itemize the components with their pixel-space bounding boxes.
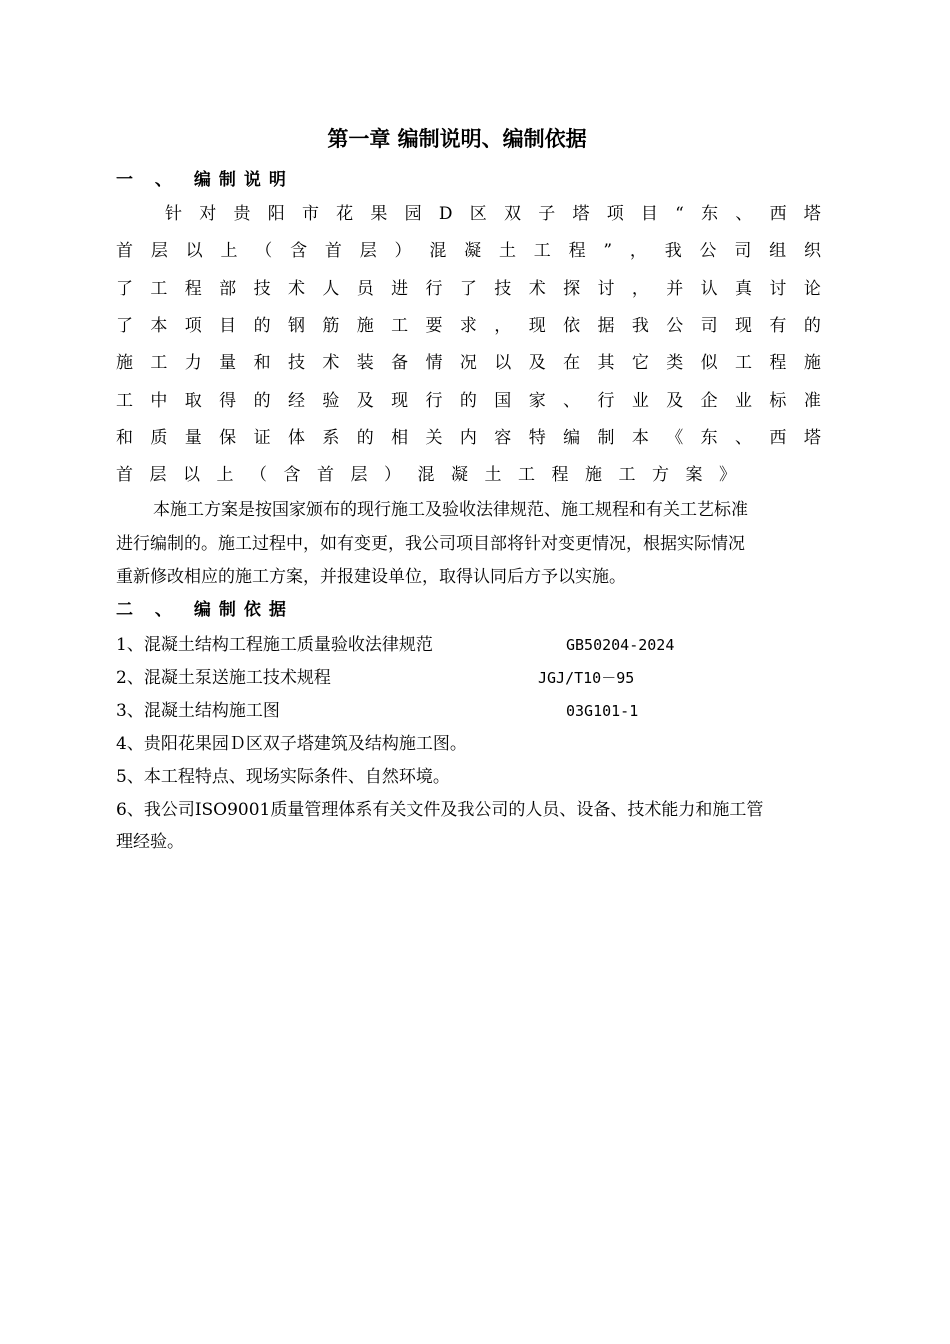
glyph: 准 xyxy=(803,391,821,411)
glyph: 其 xyxy=(597,353,615,373)
glyph: 项 xyxy=(606,204,624,224)
glyph: 有 xyxy=(769,316,787,336)
glyph: 和 xyxy=(253,353,271,373)
section-heading-description: 一 、 编制说明 xyxy=(116,170,294,190)
glyph: 现 xyxy=(735,316,753,336)
glyph: 求 xyxy=(459,316,477,336)
glyph: 含 xyxy=(290,241,308,261)
glyph: 行 xyxy=(425,391,443,411)
glyph: 塔 xyxy=(803,428,821,448)
glyph: 》 xyxy=(719,465,736,485)
glyph: 了 xyxy=(116,316,133,336)
glyph: 果 xyxy=(370,204,388,224)
glyph: 我 xyxy=(631,316,649,336)
glyph: D xyxy=(438,204,453,224)
glyph: 情 xyxy=(425,353,443,373)
glyph: 程 xyxy=(551,465,569,485)
paragraph-line xyxy=(116,276,821,302)
glyph: 依 xyxy=(563,316,581,336)
glyph: 业 xyxy=(735,391,753,411)
paragraph-line: 本施工方案是按国家颁布的现行施工及验收法律规范、施工规程和有关工艺标准 xyxy=(153,500,748,520)
glyph: 验 xyxy=(322,391,340,411)
glyph: 在 xyxy=(563,353,581,373)
glyph: ， xyxy=(494,316,512,336)
glyph: 及 xyxy=(356,391,374,411)
glyph: 钢 xyxy=(287,316,305,336)
paragraph-line: 进行编制的。施工过程中，如有变更，我公司项目部将针对变更情况，根据实际情况 xyxy=(116,534,745,554)
glyph: 容 xyxy=(494,428,512,448)
glyph: 备 xyxy=(391,353,409,373)
glyph: 本 xyxy=(631,428,649,448)
glyph: 阳 xyxy=(267,204,285,224)
glyph: 质 xyxy=(150,428,168,448)
glyph: 司 xyxy=(700,316,718,336)
glyph: 讨 xyxy=(597,279,615,299)
glyph: 土 xyxy=(484,465,502,485)
glyph: 企 xyxy=(700,391,718,411)
glyph: 项 xyxy=(184,316,202,336)
glyph: “ xyxy=(675,204,684,224)
glyph: 塔 xyxy=(572,204,590,224)
glyph: 工 xyxy=(150,353,168,373)
glyph: 量 xyxy=(219,353,237,373)
glyph: 工 xyxy=(533,241,551,261)
glyph: 技 xyxy=(253,279,271,299)
glyph: 贵 xyxy=(233,204,251,224)
glyph: 技 xyxy=(287,353,305,373)
glyph: 塔 xyxy=(803,204,821,224)
glyph: 了 xyxy=(459,279,477,299)
glyph: 制 xyxy=(597,428,615,448)
glyph: 区 xyxy=(469,204,487,224)
basis-item-2-code: JGJ/T10－95 xyxy=(538,669,635,687)
glyph: 国 xyxy=(494,391,512,411)
glyph: 针 xyxy=(165,204,182,224)
glyph: 子 xyxy=(538,204,556,224)
glyph: 现 xyxy=(391,391,409,411)
glyph: 首 xyxy=(116,465,133,485)
glyph: 业 xyxy=(631,391,649,411)
glyph: 本 xyxy=(150,316,168,336)
glyph: 首 xyxy=(324,241,342,261)
glyph: 经 xyxy=(287,391,305,411)
glyph: 取 xyxy=(184,391,202,411)
glyph: 探 xyxy=(563,279,581,299)
basis-item-5: 5、本工程特点、现场实际条件、自然环境。 xyxy=(116,767,450,787)
glyph: 上 xyxy=(216,465,234,485)
glyph: 织 xyxy=(803,241,821,261)
glyph: 东 xyxy=(700,428,718,448)
glyph: 《 xyxy=(666,428,684,448)
glyph: （ xyxy=(255,241,273,261)
glyph: 内 xyxy=(459,428,477,448)
glyph: 、 xyxy=(735,428,753,448)
glyph: 园 xyxy=(404,204,422,224)
glyph: 对 xyxy=(199,204,217,224)
glyph: 进 xyxy=(391,279,409,299)
glyph: 员 xyxy=(356,279,374,299)
glyph: 并 xyxy=(666,279,684,299)
paragraph-line: 重新修改相应的施工方案，并报建设单位，取得认同后方予以实施。 xyxy=(116,567,626,587)
glyph: 类 xyxy=(666,353,684,373)
glyph: 程 xyxy=(769,353,787,373)
glyph: 首 xyxy=(116,241,133,261)
glyph: 及 xyxy=(666,391,684,411)
glyph: 人 xyxy=(322,279,340,299)
glyph: 工 xyxy=(150,279,168,299)
glyph: 双 xyxy=(503,204,521,224)
glyph: 的 xyxy=(253,316,271,336)
glyph: 上 xyxy=(220,241,238,261)
glyph: 筋 xyxy=(322,316,340,336)
glyph: 装 xyxy=(356,353,374,373)
glyph: 现 xyxy=(528,316,546,336)
glyph: 、 xyxy=(563,391,581,411)
glyph: 讨 xyxy=(769,279,787,299)
glyph: 市 xyxy=(301,204,319,224)
glyph: 层 xyxy=(350,465,368,485)
glyph: 行 xyxy=(597,391,615,411)
basis-item-6: 6、我公司ISO9001质量管理体系有关文件及我公司的人员、设备、技术能力和施工管 xyxy=(116,800,764,820)
glyph: 施 xyxy=(803,353,821,373)
paragraph-line xyxy=(116,238,821,264)
glyph: ） xyxy=(384,465,401,485)
glyph: 我 xyxy=(664,241,682,261)
glyph: 以 xyxy=(185,241,203,261)
basis-item-4: 4、贵阳花果园Ｄ区双子塔建筑及结构施工图。 xyxy=(116,734,467,754)
glyph: 施 xyxy=(585,465,602,485)
glyph: 了 xyxy=(116,279,133,299)
paragraph-line xyxy=(116,350,821,376)
glyph: 东 xyxy=(701,204,719,224)
glyph: 系 xyxy=(322,428,340,448)
glyph: 证 xyxy=(253,428,271,448)
glyph: 程 xyxy=(184,279,202,299)
glyph: 特 xyxy=(528,428,546,448)
glyph: 认 xyxy=(700,279,718,299)
glyph: 以 xyxy=(494,353,512,373)
glyph: 凝 xyxy=(464,241,482,261)
basis-item-1: 1、混凝土结构工程施工质量验收法律规范 xyxy=(116,635,433,655)
glyph: ” xyxy=(603,241,613,261)
glyph: 部 xyxy=(219,279,237,299)
glyph: 花 xyxy=(336,204,354,224)
basis-item-2: 2、混凝土泵送施工技术规程 xyxy=(116,668,331,688)
glyph: 含 xyxy=(283,465,301,485)
glyph: 编 xyxy=(563,428,581,448)
glyph: 术 xyxy=(528,279,546,299)
glyph: 混 xyxy=(429,241,447,261)
chapter-title: 第一章 编制说明、编制依据 xyxy=(327,127,587,151)
glyph: 力 xyxy=(184,353,202,373)
glyph: 相 xyxy=(391,428,409,448)
glyph: 它 xyxy=(631,353,649,373)
glyph: 工 xyxy=(735,353,753,373)
paragraph-line xyxy=(116,388,821,414)
glyph: 西 xyxy=(769,428,787,448)
glyph: 的 xyxy=(459,391,477,411)
glyph: 得 xyxy=(219,391,237,411)
glyph: 公 xyxy=(699,241,717,261)
basis-item-1-code: GB50204-2024 xyxy=(566,636,675,654)
glyph: 施 xyxy=(116,353,133,373)
glyph: 术 xyxy=(287,279,305,299)
glyph: 和 xyxy=(116,428,133,448)
glyph: 行 xyxy=(425,279,443,299)
glyph: 要 xyxy=(425,316,443,336)
glyph: 西 xyxy=(769,204,787,224)
glyph: 家 xyxy=(528,391,546,411)
glyph: 工 xyxy=(518,465,535,485)
glyph: 凝 xyxy=(451,465,468,485)
glyph: 工 xyxy=(618,465,636,485)
glyph: 目 xyxy=(219,316,237,336)
basis-item-3: 3、混凝土结构施工图 xyxy=(116,701,280,721)
section-heading-basis: 二 、 编制依据 xyxy=(116,600,294,620)
glyph: 关 xyxy=(425,428,443,448)
glyph: 体 xyxy=(287,428,305,448)
glyph: 混 xyxy=(417,465,435,485)
glyph: ， xyxy=(629,241,647,261)
glyph: 司 xyxy=(734,241,752,261)
glyph: ） xyxy=(394,241,412,261)
glyph: 据 xyxy=(597,316,615,336)
glyph: 工 xyxy=(116,391,133,411)
glyph: 目 xyxy=(640,204,658,224)
glyph: 量 xyxy=(184,428,202,448)
glyph: 、 xyxy=(735,204,753,224)
glyph: 施 xyxy=(356,316,374,336)
glyph: 组 xyxy=(769,241,787,261)
glyph: 方 xyxy=(652,465,669,485)
glyph: 层 xyxy=(149,465,167,485)
paragraph-line xyxy=(116,425,821,451)
glyph: 公 xyxy=(666,316,684,336)
glyph: 的 xyxy=(253,391,271,411)
glyph: 似 xyxy=(700,353,718,373)
glyph: 工 xyxy=(391,316,409,336)
glyph: 标 xyxy=(769,391,787,411)
glyph: 术 xyxy=(322,353,340,373)
glyph: 真 xyxy=(735,279,753,299)
glyph: 保 xyxy=(219,428,237,448)
glyph: 技 xyxy=(494,279,512,299)
glyph: 况 xyxy=(459,353,477,373)
glyph: 中 xyxy=(150,391,168,411)
glyph: 的 xyxy=(356,428,374,448)
glyph: 程 xyxy=(568,241,586,261)
glyph: 的 xyxy=(803,316,821,336)
glyph: 案 xyxy=(685,465,703,485)
paragraph-line xyxy=(116,462,736,488)
glyph: 层 xyxy=(359,241,377,261)
glyph: 及 xyxy=(528,353,546,373)
glyph: 以 xyxy=(183,465,200,485)
paragraph-line xyxy=(116,313,821,339)
paragraph-line xyxy=(165,201,821,227)
glyph: 土 xyxy=(498,241,516,261)
glyph: 论 xyxy=(803,279,821,299)
basis-item-6-continued: 理经验。 xyxy=(116,832,184,852)
glyph: 首 xyxy=(317,465,334,485)
glyph: ， xyxy=(631,279,649,299)
glyph: 层 xyxy=(150,241,168,261)
basis-item-3-code: 03G101-1 xyxy=(566,702,639,720)
glyph: （ xyxy=(250,465,267,485)
